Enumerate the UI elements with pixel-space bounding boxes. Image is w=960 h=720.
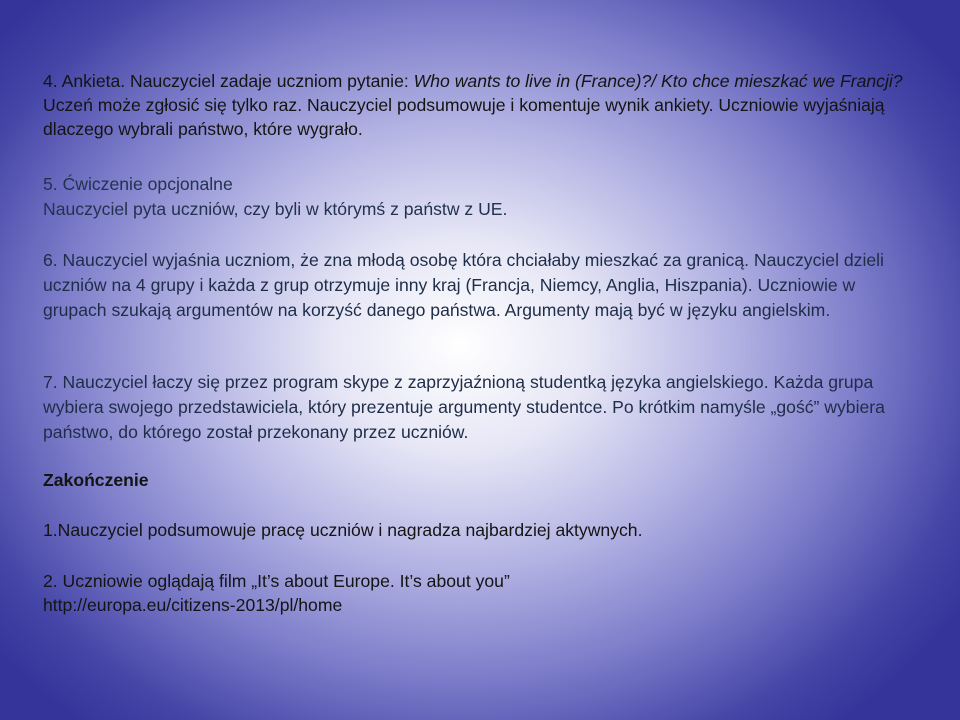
step-4-text-a: 4. Ankieta. Nauczyciel zadaje uczniom pytanie: [43,71,414,91]
closing-heading: Zakończenie [43,470,149,490]
closing-item-1: 1.Nauczyciel podsumowuje pracę uczniów i nagradza najbardziej aktywnych. [43,520,643,540]
step-5-text: Nauczyciel pyta uczniów, czy byli w którymś z państw z UE. [43,199,508,219]
step-4-text-b: Uczeń może zgłosić się tylko raz. Nauczyciel podsumowuje i komentuje wynik ankiety. Uczniowie wyjaśniają dlaczego wybrali państwo, które wygrało. [43,95,885,139]
step-5-title: 5. Ćwiczenie opcjonalne [43,174,233,194]
step-7-paragraph: 7. Nauczyciel łaczy się przez program skype z zaprzyjaźnioną studentką języka angielskiego. Każda grupa wybiera swojego przedstawiciela, który prezentuje argumenty studentce. Po krótkim namyśle „gość” wybiera państwo, do którego został przekonany przez uczniów. [43,372,885,443]
step-6-paragraph: 6. Nauczyciel wyjaśnia uczniom, że zna młodą osobę która chciałaby mieszkać za granicą. Nauczyciel dzieli uczniów na 4 grupy i każda z grup otrzymuje inny kraj (Francja, Niemcy, Anglia, Hiszpania). Uczniowie w grupach szukają argumentów na korzyść danego państwa. Argumenty mają być w języku angielskim. [43,250,884,321]
survey-question: Who wants to live in (France)?/ Kto chce mieszkać we Francji? [413,71,903,91]
step-4-paragraph [43,69,923,141]
closing-item-2: 2. Uczniowie oglądają film „It’s about Europe. It’s about you” [43,571,510,591]
film-link[interactable]: http://europa.eu/citizens-2013/pl/home [43,595,343,615]
